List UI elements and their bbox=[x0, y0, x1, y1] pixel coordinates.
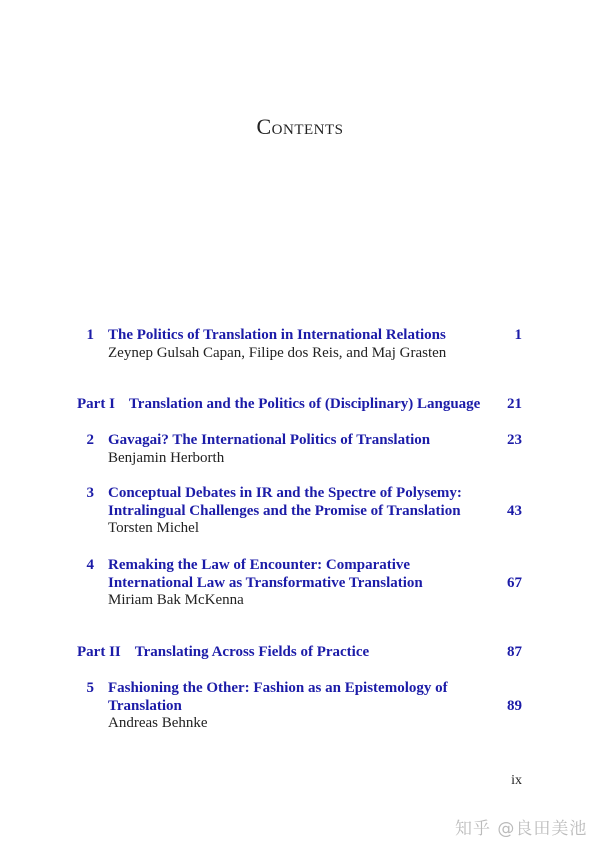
page-number[interactable]: 1 bbox=[514, 327, 522, 343]
chapter-author: Zeynep Gulsah Capan, Filipe dos Reis, and Maj Grasten bbox=[108, 344, 447, 361]
chapter-author: Andreas Behnke bbox=[108, 715, 208, 731]
page-number[interactable]: 21 bbox=[507, 396, 522, 412]
chapter-title[interactable]: Remaking the Law of Encounter: Comparative International Law as Transformative Translation bbox=[108, 557, 423, 591]
chapter-author: Torsten Michel bbox=[108, 520, 200, 536]
chapter-number: 4 bbox=[86, 557, 94, 573]
chapter-number: 5 bbox=[86, 680, 94, 696]
part-title[interactable]: Translating Across Fields of Practice bbox=[134, 644, 370, 660]
chapter-author: Benjamin Herborth bbox=[108, 449, 225, 466]
page-number[interactable]: 67 bbox=[507, 575, 522, 591]
chapter-title[interactable]: Fashioning the Other: Fashion as an Epistemology of Translation bbox=[108, 680, 448, 714]
chapter-title[interactable]: Conceptual Debates in IR and the Spectre of Polysemy: Intralingual Challenges and the Promise of Translation bbox=[108, 485, 462, 519]
folio-page-number: ix bbox=[511, 773, 522, 788]
part-label: Part I bbox=[77, 396, 115, 412]
part-title[interactable]: Translation and the Politics of (Disciplinary) Language bbox=[128, 396, 481, 412]
chapter-title[interactable]: The Politics of Translation in International Relations bbox=[108, 327, 446, 343]
chapter-number: 2 bbox=[86, 432, 94, 448]
chapter-number: 1 bbox=[86, 327, 94, 343]
page-number[interactable]: 89 bbox=[507, 698, 522, 714]
page-number[interactable]: 23 bbox=[507, 432, 522, 448]
part-label: Part II bbox=[77, 644, 121, 660]
chapter-number: 3 bbox=[86, 485, 94, 501]
contents-heading: Contents bbox=[256, 114, 344, 139]
chapter-author: Miriam Bak McKenna bbox=[108, 592, 244, 608]
page-number[interactable]: 87 bbox=[507, 644, 522, 660]
chapter-title[interactable]: Gavagai? The International Politics of Translation bbox=[108, 432, 431, 448]
watermark: 知乎 @良田美池 bbox=[455, 819, 588, 839]
page-number[interactable]: 43 bbox=[507, 503, 522, 519]
